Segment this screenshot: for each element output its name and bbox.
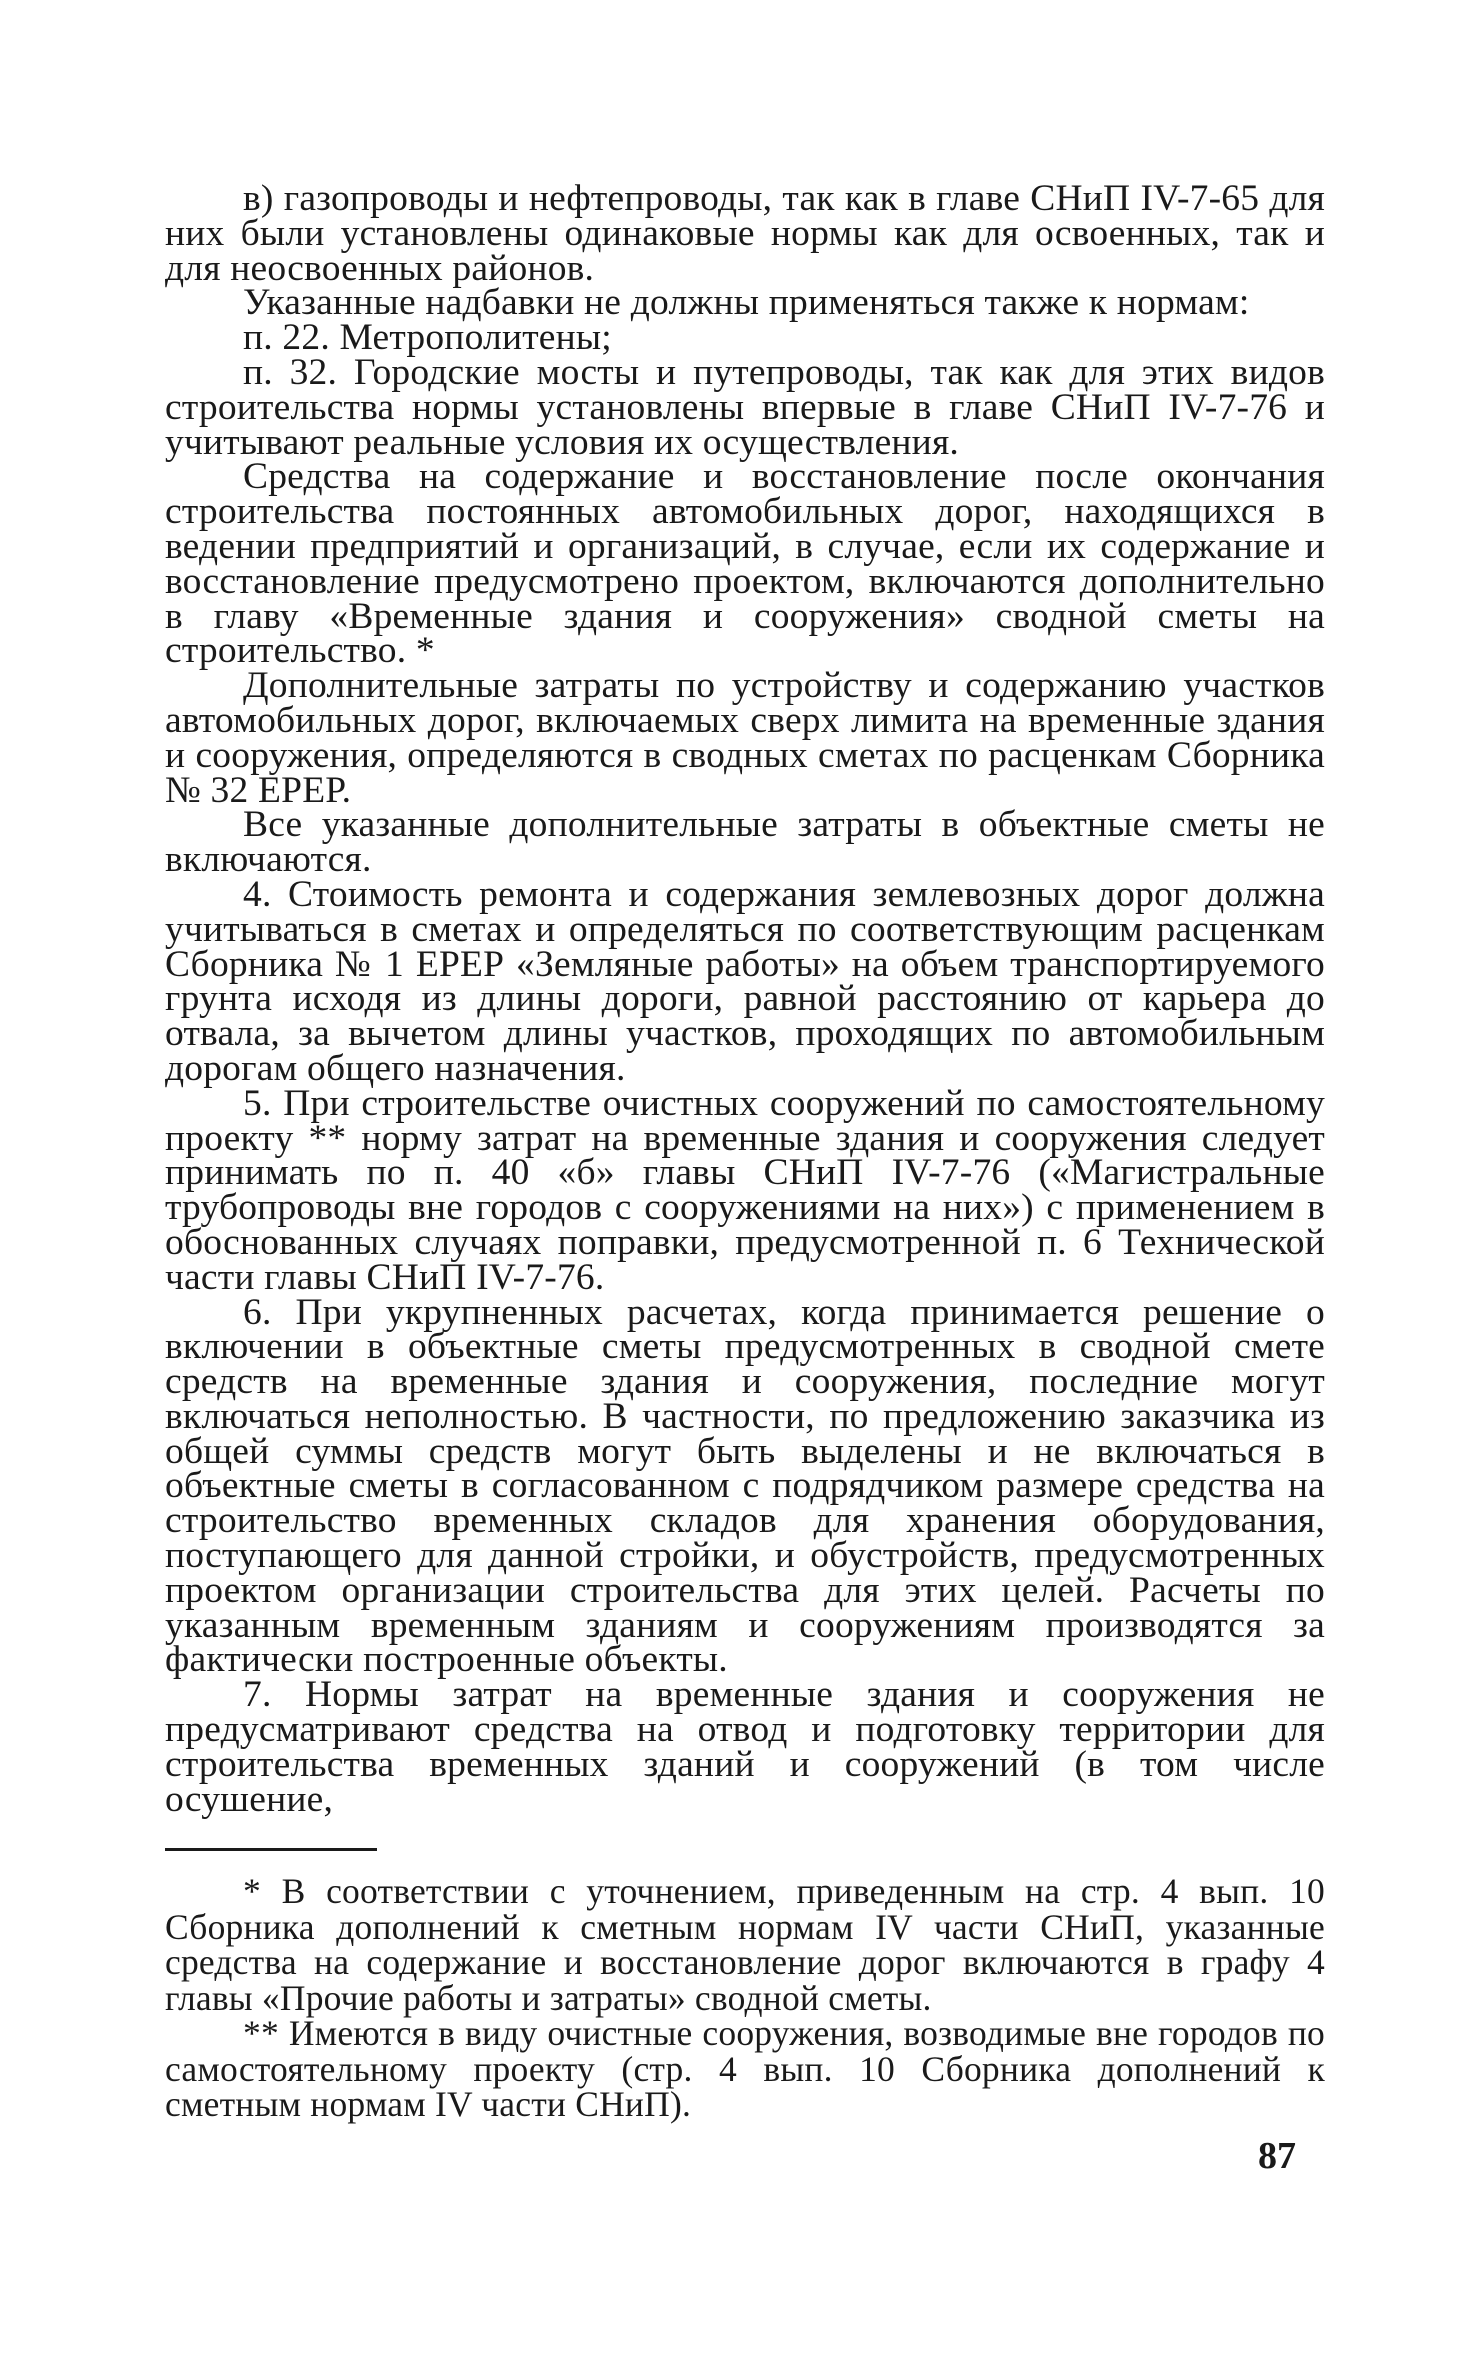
footnote-2: ** Имеются в виду очистные сооружения, возводимые вне городов по самостоятельному проекту (стр. 4 вып. 10 Сборника дополнений к сметным нормам IV части СНиП).	[165, 2013, 1325, 2124]
paragraph-item-5: 5. При строительстве очистных сооружений по самостоятельному проекту ** норму затрат на временные здания и сооружения следует принимать по п. 40 «б» главы СНиП IV-7-76 («Магистральные трубопроводы вне городов с сооружениями на них») с применением в обоснованных случаях поправки, предусмотренной п. 6 Технической части главы СНиП IV-7-76.	[165, 1082, 1325, 1298]
page-body	[165, 178, 1325, 1820]
paragraph-additional-costs: Дополнительные затраты по устройству и содержанию участков автомобильных дорог, включаемых сверх лимита на временные здания и сооружения, определяются в сводных сметах по расценкам Сборника № 32 ЕРЕР.	[165, 665, 1325, 811]
footnote-divider	[165, 1848, 377, 1851]
paragraph-surcharges-not-applied: Указанные надбавки не должны применяться также к нормам:	[243, 282, 1250, 324]
paragraph-item-6: 6. При укрупненных расчетах, когда принимается решение о включении в объектные сметы предусмотренных в сводной смете средств на временные здания и сооружения, последние могут включаться неполностью. В частности, по предложению заказчика из общей суммы средств могут быть выделены и не включаться в объектные сметы в согласованном с подрядчиком размере средства на строительство временных складов для хранения оборудования, поступающего для данной стройки, и обустройств, предусмотренных проектом организации строительства для этих целей. Расчеты по указанным временным зданиям и сооружениям производятся за фактически построенные объекты.	[165, 1291, 1325, 1681]
paragraph-item-4: 4. Стоимость ремонта и содержания землевозных дорог должна учитываться в сметах и определяться по соответствующим расценкам Сборника № 1 ЕРЕР «Земляные работы» на объем транспортируемого грунта исходя из длины дороги, равной расстоянию от карьера до отвала, за вычетом длины участков, проходящих по автомобильным дорогам общего назначения.	[165, 873, 1325, 1089]
footnotes	[165, 1871, 1325, 2124]
paragraph-item-32: п. 32. Городские мосты и путепроводы, так как для этих видов строительства нормы установлены впервые в главе СНиП IV-7-76 и учитывают реальные условия их осуществления.	[165, 351, 1325, 463]
paragraph-gas-pipelines: в) газопроводы и нефтепроводы, так как в главе СНиП IV-7-65 для них были установлены одинаковые нормы как для освоенных, так и для неосвоенных районов.	[165, 178, 1325, 289]
paragraph-item-7: 7. Нормы затрат на временные здания и сооружения не предусматривают средства на отвод и подготовку территории для строительства временных зданий и сооружений (в том числе осушение,	[165, 1674, 1325, 1820]
paragraph-road-maintenance-funds: Средства на содержание и восстановление после окончания строительства постоянных автомобильных дорог, находящихся в ведении предприятий и организаций, в случае, если их содержание и восстановление предусмотрено проектом, включаются дополнительно в главу «Временные здания и сооружения» сводной сметы на строительство. *	[165, 456, 1325, 672]
page-number: 87	[1258, 2135, 1296, 2177]
paragraph-not-included: Все указанные дополнительные затраты в объектные сметы не включаются.	[165, 804, 1325, 881]
footnote-1: * В соответствии с уточнением, приведенным на стр. 4 вып. 10 Сборника дополнений к сметным нормам IV части СНиП, указанные средства на содержание и восстановление дорог включаются в графу 4 главы «Прочие работы и затраты» сводной сметы.	[165, 1871, 1325, 2018]
paragraph-item-22: п. 22. Метрополитены;	[243, 317, 612, 359]
main-text	[165, 178, 1325, 1820]
